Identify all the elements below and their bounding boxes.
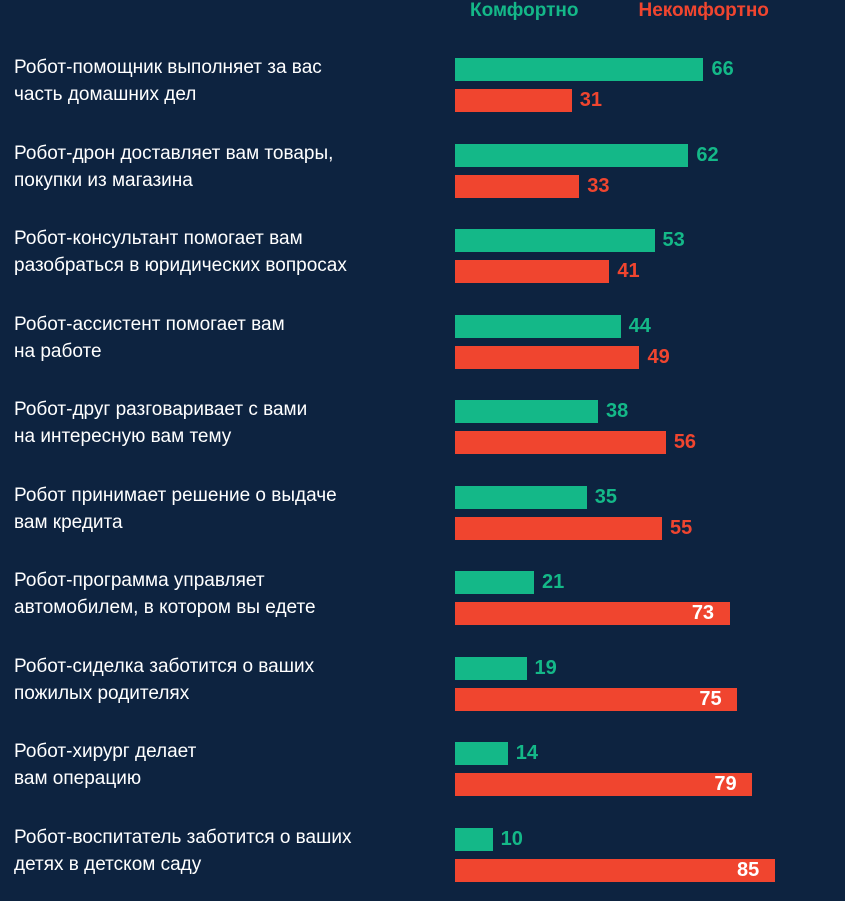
- bar-discomfort: [455, 89, 572, 112]
- chart-row: [0, 217, 845, 303]
- bar-line-comfort: [455, 227, 845, 254]
- bar-value-comfort: 14: [516, 742, 538, 765]
- bar-value-discomfort: 79: [714, 773, 736, 796]
- bar-value-discomfort: 85: [737, 859, 759, 882]
- row-bars: [455, 217, 845, 289]
- bar-comfort: [455, 571, 534, 594]
- row-label: [0, 217, 455, 279]
- bar-value-comfort: 44: [629, 315, 651, 338]
- bar-comfort: [455, 229, 655, 252]
- bar-comfort: [455, 58, 703, 81]
- bar-discomfort: [455, 859, 775, 882]
- row-label-line: часть домашних дел: [14, 81, 445, 108]
- row-bars: [455, 388, 845, 460]
- row-label: [0, 303, 455, 365]
- row-label-line: на интересную вам тему: [14, 423, 445, 450]
- bar-line-comfort: [455, 569, 845, 596]
- bar-line-discomfort: [455, 87, 845, 114]
- chart-legend: [0, 0, 845, 46]
- row-label-line: Робот-воспитатель заботится о ваших: [14, 824, 445, 851]
- bar-discomfort: [455, 175, 579, 198]
- bar-value-discomfort: 55: [670, 517, 692, 540]
- row-label-line: Робот-друг разговаривает с вами: [14, 396, 445, 423]
- bar-discomfort: [455, 688, 737, 711]
- row-label-line: на работе: [14, 338, 445, 365]
- bar-line-discomfort: [455, 686, 845, 713]
- bar-line-comfort: [455, 484, 845, 511]
- bar-value-discomfort: 73: [692, 602, 714, 625]
- row-bars: [455, 303, 845, 375]
- bar-value-discomfort: 49: [647, 346, 669, 369]
- bar-value-comfort: 66: [711, 58, 733, 81]
- row-bars: [455, 46, 845, 118]
- row-label: [0, 132, 455, 194]
- chart-row: [0, 132, 845, 218]
- row-label: [0, 559, 455, 621]
- bar-line-discomfort: [455, 429, 845, 456]
- row-bars: [455, 730, 845, 802]
- bar-discomfort: [455, 260, 609, 283]
- bar-line-discomfort: [455, 258, 845, 285]
- row-label-line: пожилых родителях: [14, 680, 445, 707]
- bar-discomfort: [455, 773, 752, 796]
- row-label-line: Робот-программа управляет: [14, 567, 445, 594]
- row-label-line: Робот-консультант помогает вам: [14, 225, 445, 252]
- bar-value-comfort: 10: [501, 828, 523, 851]
- legend-item-discomfort: Некомфортно: [638, 0, 768, 22]
- chart-row: [0, 730, 845, 816]
- chart-row: [0, 303, 845, 389]
- bar-line-discomfort: [455, 600, 845, 627]
- bar-value-discomfort: 31: [580, 89, 602, 112]
- bar-line-comfort: [455, 398, 845, 425]
- bar-line-discomfort: [455, 515, 845, 542]
- row-label: [0, 730, 455, 792]
- bar-comfort: [455, 657, 527, 680]
- bar-line-comfort: [455, 313, 845, 340]
- bar-value-comfort: 38: [606, 400, 628, 423]
- bar-comfort: [455, 486, 587, 509]
- row-label-line: разобраться в юридических вопросах: [14, 252, 445, 279]
- bar-line-comfort: [455, 740, 845, 767]
- row-label-line: детях в детском саду: [14, 851, 445, 878]
- row-bars: [455, 816, 845, 888]
- bar-value-discomfort: 33: [587, 175, 609, 198]
- bar-line-comfort: [455, 826, 845, 853]
- row-label-line: вам кредита: [14, 509, 445, 536]
- bar-value-discomfort: 56: [674, 431, 696, 454]
- row-bars: [455, 559, 845, 631]
- bar-value-comfort: 35: [595, 486, 617, 509]
- row-label: [0, 474, 455, 536]
- bar-line-discomfort: [455, 857, 845, 884]
- row-label-line: Робот-сиделка заботится о ваших: [14, 653, 445, 680]
- row-bars: [455, 132, 845, 204]
- row-label: [0, 46, 455, 108]
- row-label-line: Робот-ассистент помогает вам: [14, 311, 445, 338]
- row-label-line: вам операцию: [14, 765, 445, 792]
- bar-comfort: [455, 400, 598, 423]
- bar-comfort: [455, 144, 688, 167]
- row-label-line: покупки из магазина: [14, 167, 445, 194]
- chart-row: [0, 474, 845, 560]
- bar-comfort: [455, 315, 621, 338]
- bar-comfort: [455, 742, 508, 765]
- row-label-line: Робот принимает решение о выдаче: [14, 482, 445, 509]
- bar-value-comfort: 53: [663, 229, 685, 252]
- chart-row: [0, 816, 845, 901]
- row-label: [0, 816, 455, 878]
- chart-row: [0, 645, 845, 731]
- bar-line-discomfort: [455, 344, 845, 371]
- row-label: [0, 388, 455, 450]
- bar-line-comfort: [455, 142, 845, 169]
- bar-discomfort: [455, 602, 730, 625]
- legend-item-comfort: Комфортно: [470, 0, 578, 22]
- row-label-line: Робот-помощник выполняет за вас: [14, 54, 445, 81]
- bar-value-discomfort: 75: [699, 688, 721, 711]
- chart-row: [0, 388, 845, 474]
- row-label-line: автомобилем, в котором вы едете: [14, 594, 445, 621]
- bar-discomfort: [455, 517, 662, 540]
- bar-line-comfort: [455, 655, 845, 682]
- bar-discomfort: [455, 346, 639, 369]
- row-label: [0, 645, 455, 707]
- bar-value-comfort: 21: [542, 571, 564, 594]
- bar-discomfort: [455, 431, 666, 454]
- bar-value-comfort: 62: [696, 144, 718, 167]
- chart-rows: [0, 46, 845, 901]
- bar-value-comfort: 19: [535, 657, 557, 680]
- chart-row: [0, 559, 845, 645]
- bar-line-comfort: [455, 56, 845, 83]
- bar-line-discomfort: [455, 771, 845, 798]
- row-bars: [455, 474, 845, 546]
- chart-row: [0, 46, 845, 132]
- bar-value-discomfort: 41: [617, 260, 639, 283]
- bar-line-discomfort: [455, 173, 845, 200]
- row-bars: [455, 645, 845, 717]
- bar-comfort: [455, 828, 493, 851]
- row-label-line: Робот-хирург делает: [14, 738, 445, 765]
- row-label-line: Робот-дрон доставляет вам товары,: [14, 140, 445, 167]
